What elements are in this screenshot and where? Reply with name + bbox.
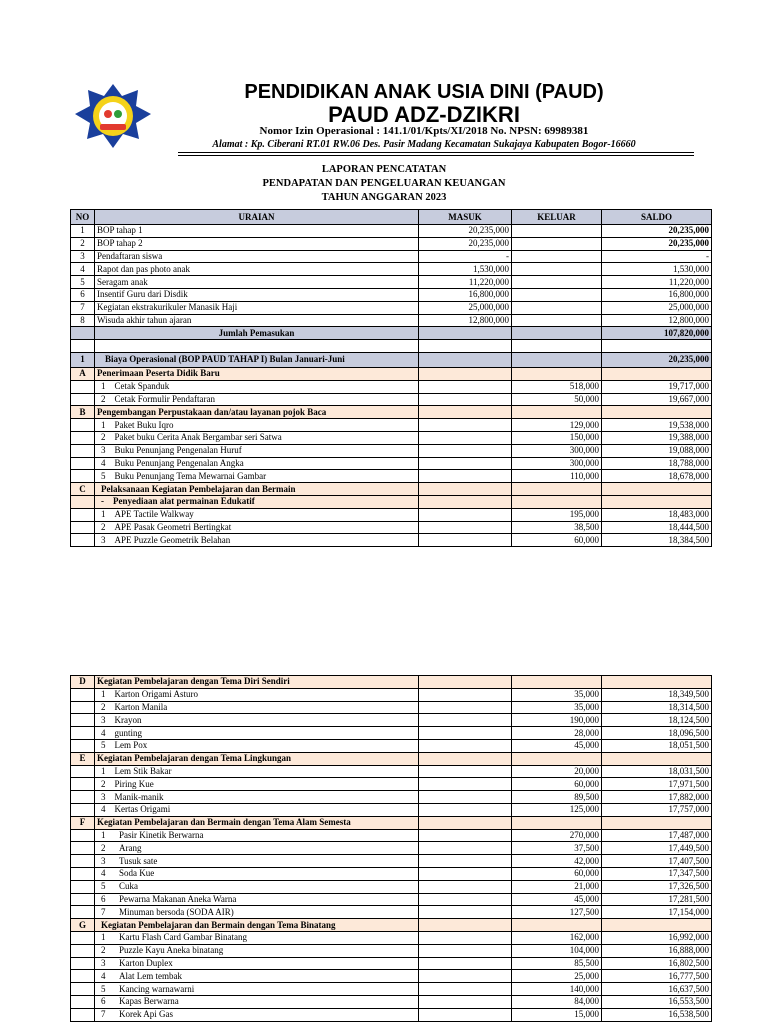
table-row: 1 Paket Buku Iqro 129,000 19,538,000	[71, 419, 712, 432]
table-header	[71, 210, 712, 225]
col-no: NO	[71, 210, 95, 225]
col-uraian: URAIAN	[95, 210, 419, 225]
section-c-sub-row: - Penyediaan alat permainan Edukatif	[71, 495, 712, 508]
section-d-row: D Kegiatan Pembelajaran dengan Tema Diri Sendiri	[71, 676, 712, 689]
section-a-row: A Penerimaan Peserta Didik Baru	[71, 367, 712, 380]
table-row: 5 Cuka 21,000 17,326,500	[71, 880, 712, 893]
total-income-row: Jumlah Pemasukan 107,820,000	[71, 327, 712, 340]
table-row: 1 APE Tactile Walkway 195,000 18,483,000	[71, 508, 712, 521]
finance-table-page2	[70, 675, 712, 1022]
table-row: 6 Kapas Berwarna 84,000 16,553,500	[71, 995, 712, 1008]
section-c-row: C Pelaksanaan Kegiatan Pembelajaran dan Bermain	[71, 483, 712, 496]
report-subtitle: PENDAPATAN DAN PENGELUARAN KEUANGAN	[262, 178, 506, 189]
table-row: 1 BOP tahap 1 20,235,000 20,235,000	[71, 225, 712, 238]
header-rule	[178, 152, 694, 153]
license-number: Nomor Izin Operasional : 141.1/01/Kpts/XI/2018 No. NPSN: 69989381	[259, 125, 589, 137]
table-row: 2 Karton Manila 35,000 18,314,500	[71, 701, 712, 714]
school-name: PAUD ADZ-DZIKRI	[328, 102, 520, 127]
table-row: 7 Korek Api Gas 15,000 16,538,500	[71, 1008, 712, 1021]
col-saldo: SALDO	[602, 210, 712, 225]
section-g-row: G Kegiatan Pembelajaran dan Bermain dengan Tema Binatang	[71, 919, 712, 932]
section-f-row: F Kegiatan Pembelajaran dan Bermain dengan Tema Alam Semesta	[71, 816, 712, 829]
bop1-row: 1 Biaya Operasional (BOP PAUD TAHAP I) Bulan Januari-Juni 20,235,000	[71, 352, 712, 367]
institution-type: PENDIDIKAN ANAK USIA DINI (PAUD)	[244, 81, 604, 103]
table-row: 1 Lem Stik Bakar 20,000 18,031,500	[71, 765, 712, 778]
col-keluar: KELUAR	[512, 210, 602, 225]
table-row: 6 Pewarna Makanan Aneka Warna 45,000 17,281,500	[71, 893, 712, 906]
table-row: 7 Minuman bersoda (SODA AIR) 127,500 17,154,000	[71, 906, 712, 919]
table-row: 3 Karton Duplex 85,500 16,802,500	[71, 957, 712, 970]
report-title: LAPORAN PENCATATAN	[321, 164, 447, 175]
table-row: 5 Seragam anak 11,220,000 11,220,000	[71, 276, 712, 289]
table-row: 6 Insentif Guru dari Disdik 16,800,000 16,800,000	[71, 288, 712, 301]
table-row: 5 Lem Pox 45,000 18,051,500	[71, 739, 712, 752]
table-row: 4 Alat Lem tembak 25,000 16,777,500	[71, 970, 712, 983]
table-row: 2 Puzzle Kayu Aneka binatang 104,000 16,888,000	[71, 944, 712, 957]
table-row: 7 Kegiatan ekstrakurikuler Manasik Haji 25,000,000 25,000,000	[71, 301, 712, 314]
table-row: 5 Buku Penunjang Tema Mewarnai Gambar 110,000 18,678,000	[71, 470, 712, 483]
table-row: 4 Rapot dan pas photo anak 1,530,000 1,530,000	[71, 263, 712, 276]
table-row: 2 Cetak Formulir Pendaftaran 50,000 19,667,000	[71, 393, 712, 406]
table-row: 1 Karton Origami Asturo 35,000 18,349,500	[71, 688, 712, 701]
table-row: 3 Pendaftaran siswa - -	[71, 250, 712, 263]
section-b-row: B Pengembangan Perpustakaan dan/atau layanan pojok Baca	[71, 406, 712, 419]
col-masuk: MASUK	[419, 210, 512, 225]
table-row: 3 Tusuk sate 42,000 17,407,500	[71, 855, 712, 868]
table-row: 2 Paket buku Cerita Anak Bergambar seri Satwa 150,000 19,388,000	[71, 431, 712, 444]
table-row: 3 Manik-manik 89,500 17,882,000	[71, 791, 712, 804]
school-logo	[72, 82, 154, 152]
table-row: 3 Buku Penunjang Pengenalan Huruf 300,000 19,088,000	[71, 444, 712, 457]
spacer-row	[71, 340, 712, 353]
section-e-row: E Kegiatan Pembelajaran dengan Tema Lingkungan	[71, 752, 712, 765]
table-row: 2 BOP tahap 2 20,235,000 20,235,000	[71, 237, 712, 250]
table-row: 2 APE Pasak Geometri Bertingkat 38,500 18,444,500	[71, 521, 712, 534]
table-row: 4 gunting 28,000 18,096,500	[71, 727, 712, 740]
table-row: 5 Kancing warnawarni 140,000 16,637,500	[71, 983, 712, 996]
school-address: Alamat : Kp. Ciberani RT.01 RW.06 Des. Pasir Madang Kecamatan Sukajaya Kabupaten Bogor-16660	[212, 139, 636, 150]
table-row: 2 Arang 37,500 17,449,500	[71, 842, 712, 855]
table-row: 4 Buku Penunjang Pengenalan Angka 300,000 18,788,000	[71, 457, 712, 470]
table-row: 3 Krayon 190,000 18,124,500	[71, 714, 712, 727]
table-row: 1 Cetak Spanduk 518,000 19,717,000	[71, 380, 712, 393]
finance-table-page1	[70, 209, 712, 547]
header-rule-thin	[178, 155, 694, 156]
table-row: 3 APE Puzzle Geometrik Belahan 60,000 18,384,500	[71, 534, 712, 547]
table-row: 4 Soda Kue 60,000 17,347,500	[71, 867, 712, 880]
report-year: TAHUN ANGGARAN 2023	[321, 192, 447, 203]
table-row: 2 Piring Kue 60,000 17,971,500	[71, 778, 712, 791]
table-row: 1 Pasir Kinetik Berwarna 270,000 17,487,000	[71, 829, 712, 842]
table-row: 1 Kartu Flash Card Gambar Binatang 162,000 16,992,000	[71, 931, 712, 944]
table-row: 4 Kertas Origami 125,000 17,757,000	[71, 803, 712, 816]
table-row: 8 Wisuda akhir tahun ajaran 12,800,000 12,800,000	[71, 314, 712, 327]
